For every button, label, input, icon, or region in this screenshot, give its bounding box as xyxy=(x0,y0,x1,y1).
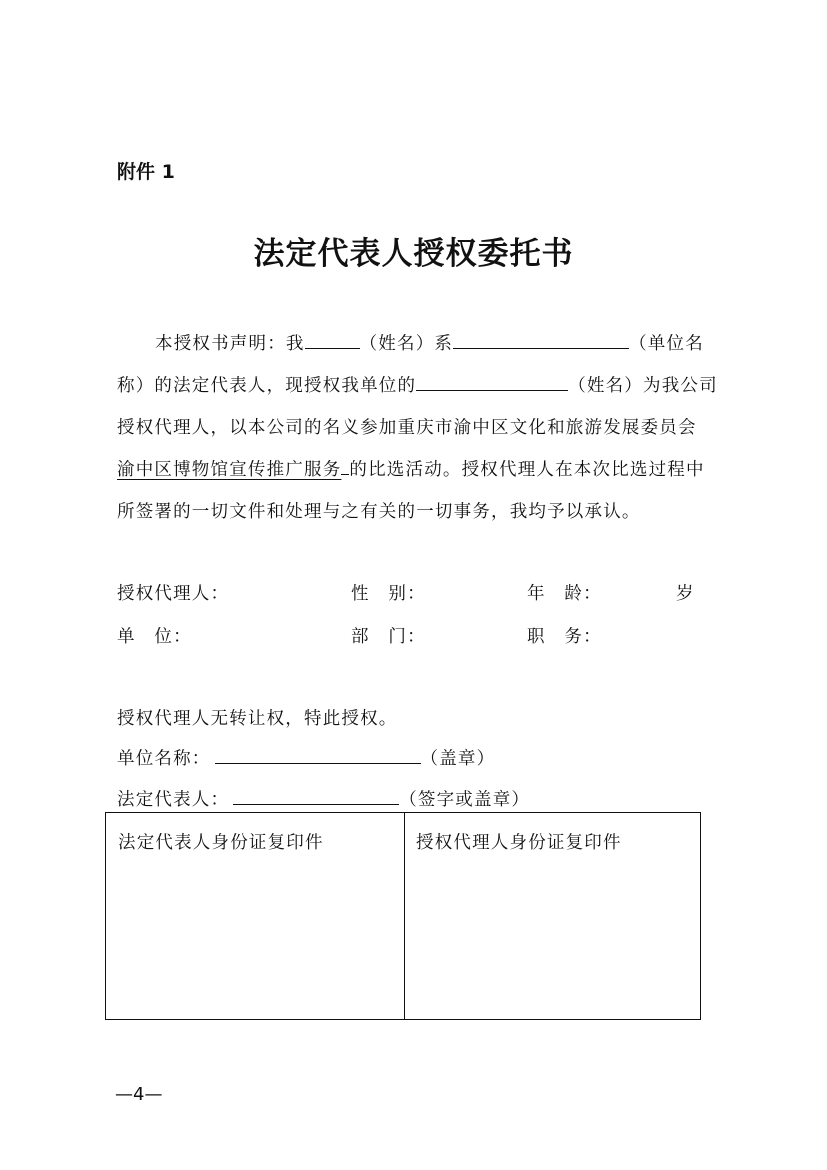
no-transfer-statement: 授权代理人无转让权，特此授权。 xyxy=(117,709,398,729)
gender-label: 性 别： xyxy=(351,584,426,604)
declaration-text: （姓名）为我公司 xyxy=(568,376,718,396)
document-title: 法定代表人授权委托书 xyxy=(253,236,574,272)
department-label: 部 门： xyxy=(351,627,426,647)
name-blank[interactable] xyxy=(305,330,360,349)
declaration-line-5: 所签署的一切文件和处理与之有关的一切事务，我均予以承认。 xyxy=(117,502,641,522)
declaration-line-4 xyxy=(117,456,705,481)
unit-name-blank[interactable] xyxy=(453,330,629,349)
table-divider xyxy=(404,813,405,1019)
agent-label: 授权代理人： xyxy=(117,584,230,604)
seal-note: （盖章） xyxy=(420,749,496,769)
legal-rep-label: 法定代表人： xyxy=(117,790,230,810)
declaration-line-1 xyxy=(155,330,704,355)
declaration-line-2 xyxy=(117,372,718,397)
unit-label: 单 位： xyxy=(117,627,192,647)
age-unit: 岁 xyxy=(676,584,695,604)
sign-note: （签字或盖章） xyxy=(399,790,531,810)
legal-rep-row xyxy=(117,786,530,811)
agent-id-cell-label: 授权代理人身份证复印件 xyxy=(416,833,622,853)
position-label: 职 务： xyxy=(527,627,602,647)
declaration-text: 本授权书声明：我 xyxy=(155,334,305,354)
attachment-label: 附件 1 xyxy=(117,161,175,183)
agent-name-blank[interactable] xyxy=(416,372,568,391)
legal-rep-id-cell-label: 法定代表人身份证复印件 xyxy=(118,833,324,853)
id-copy-table xyxy=(105,812,701,1020)
unit-name-field[interactable] xyxy=(215,745,421,764)
declaration-line-3: 授权代理人，以本公司的名义参加重庆市渝中区文化和旅游发展委员会 xyxy=(117,418,697,438)
declaration-text: （姓名）系 xyxy=(359,334,454,354)
declaration-text: （单位名 xyxy=(629,334,704,354)
declaration-text: 称）的法定代表人，现授权我单位的 xyxy=(117,376,417,396)
project-name: 渝中区博物馆宣传推广服务 xyxy=(117,460,342,480)
unit-name-label: 单位名称： xyxy=(117,749,211,769)
page-number: —4— xyxy=(115,1084,163,1105)
age-label: 年 龄： xyxy=(527,584,602,604)
legal-rep-field[interactable] xyxy=(233,786,399,805)
declaration-text: 的比选活动。授权代理人在本次比选过程中 xyxy=(349,460,705,480)
unit-name-row xyxy=(117,745,495,770)
